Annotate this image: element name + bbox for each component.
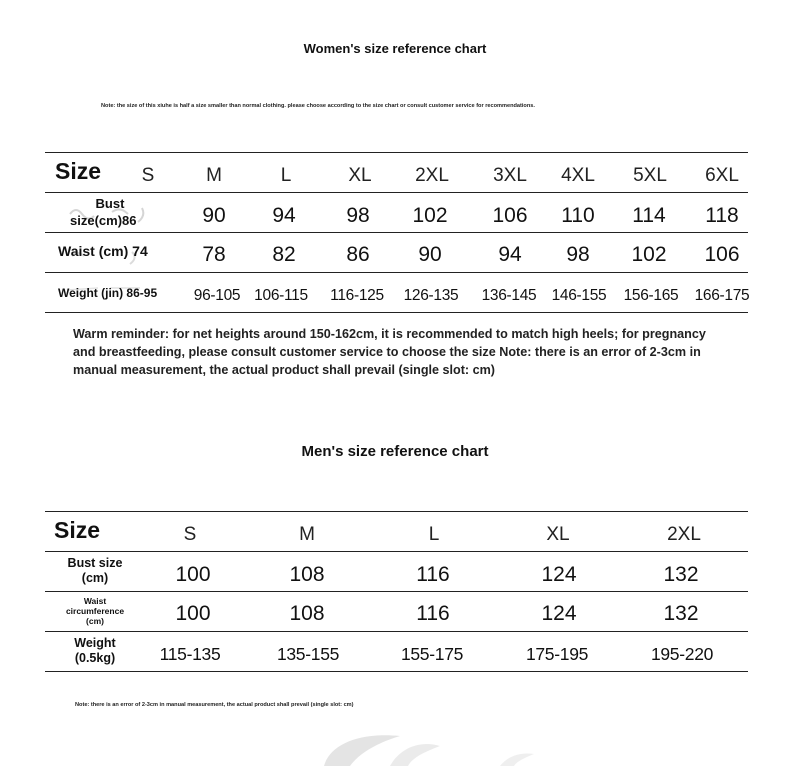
men-weight-s: 115-135 [159,644,221,664]
women-waist-xl: 86 [346,243,370,266]
men-weight-label [50,636,140,666]
men-size-m: M [299,524,315,545]
men-size-note: Note: there is an error of 2-3cm in manual measurement, the actual product shall prevail (single slot: cm) [75,702,354,708]
women-waist-4xl: 98 [566,243,590,266]
women-weight-4xl: 146-155 [551,287,607,304]
women-warm-reminder: Warm reminder: for net heights around 150-162cm, it is recommended to match high heels; for pregnancy and breastfeeding, please consult customer service to choose the size Note: there is an error of 2-3cm in manual measurement, the actual product shall prevail (single slot: cm) [73,327,706,377]
men-row-divider [45,631,748,632]
women-bust-4xl: 110 [561,204,595,227]
men-waist-2xl: 132 [663,602,699,625]
women-weight-6xl: 166-175 [694,287,750,304]
men-size-header: Size [54,517,101,543]
men-weight-m: 135-155 [276,644,340,664]
men-bust-label-line2: (cm) [81,571,109,585]
women-size-s: S [141,165,155,186]
women-bust-label-line1: Bust [95,196,125,211]
men-weight-label-line2: (0.5kg) [74,651,116,665]
men-row-divider [45,591,748,592]
men-bust-label [50,556,140,586]
women-chart-title: Women's size reference chart [303,41,487,56]
men-weight-label-line1: Weight [74,636,116,650]
men-table-top-border [45,511,748,512]
women-weight-l: 106-115 [254,287,308,304]
women-row-divider [45,192,748,193]
women-bust-2xl: 102 [412,204,448,227]
men-waist-s: 100 [175,602,211,625]
women-size-2xl: 2XL [415,165,449,186]
men-table-bottom-border [45,671,748,672]
women-weight-label: Weight (jin) 86-95 [58,286,158,300]
men-bust-s: 100 [175,563,211,586]
men-waist-label-line1: Waist [83,596,107,606]
women-size-5xl: 5XL [633,165,667,186]
men-bust-m: 108 [289,563,325,586]
women-weight-3xl: 136-145 [481,287,537,304]
men-waist-xl: 124 [541,602,577,625]
men-bust-l: 116 [416,563,450,586]
women-table-top-border [45,152,748,153]
feather-decoration-icon [320,726,540,766]
women-waist-3xl: 94 [498,243,522,266]
women-bust-m: 90 [202,204,226,227]
men-waist-label [50,596,140,626]
men-weight-l: 155-175 [400,644,464,664]
women-weight-m: 96-105 [193,287,241,304]
women-size-m: M [206,165,222,186]
men-waist-l: 116 [416,602,450,625]
men-size-s: S [183,524,197,545]
women-bust-label [50,195,170,229]
women-bust-3xl: 106 [492,204,528,227]
men-size-xl: XL [546,524,570,545]
women-waist-6xl: 106 [704,243,740,266]
women-waist-2xl: 90 [418,243,442,266]
men-size-2xl: 2XL [667,524,701,545]
men-bust-xl: 124 [541,563,577,586]
women-size-6xl: 6XL [705,165,739,186]
women-size-3xl: 3XL [493,165,527,186]
women-weight-2xl: 126-135 [403,287,459,304]
men-waist-label-line2: circumference [65,606,125,616]
women-waist-label: Waist (cm) 74 [58,243,148,259]
women-waist-l: 82 [272,243,296,266]
women-table-bottom-border [45,312,748,313]
women-size-l: L [280,165,292,186]
women-bust-5xl: 114 [632,204,666,227]
women-weight-xl: 116-125 [330,287,384,304]
women-bust-6xl: 118 [705,204,739,227]
women-weight-5xl: 156-165 [623,287,679,304]
men-weight-xl: 175-195 [525,644,589,664]
women-bust-l: 94 [272,204,296,227]
men-waist-label-line3: (cm) [86,616,104,626]
women-bust-xl: 98 [346,204,370,227]
men-row-divider [45,551,748,552]
men-bust-label-line1: Bust size [67,556,123,570]
women-size-xl: XL [348,165,372,186]
men-size-l: L [428,524,440,545]
women-size-4xl: 4XL [561,165,595,186]
men-weight-2xl: 195-220 [650,644,714,664]
men-bust-2xl: 132 [663,563,699,586]
women-waist-m: 78 [202,243,226,266]
women-size-note: Note: the size of this xiuhe is half a size smaller than normal clothing. please choose according to the size chart or consult customer service for recommendations. [101,103,535,109]
women-size-header: Size [55,158,102,184]
men-waist-m: 108 [289,602,325,625]
women-bust-label-line2: size(cm)86 [70,213,137,228]
men-chart-title: Men's size reference chart [301,443,489,460]
women-waist-5xl: 102 [631,243,667,266]
